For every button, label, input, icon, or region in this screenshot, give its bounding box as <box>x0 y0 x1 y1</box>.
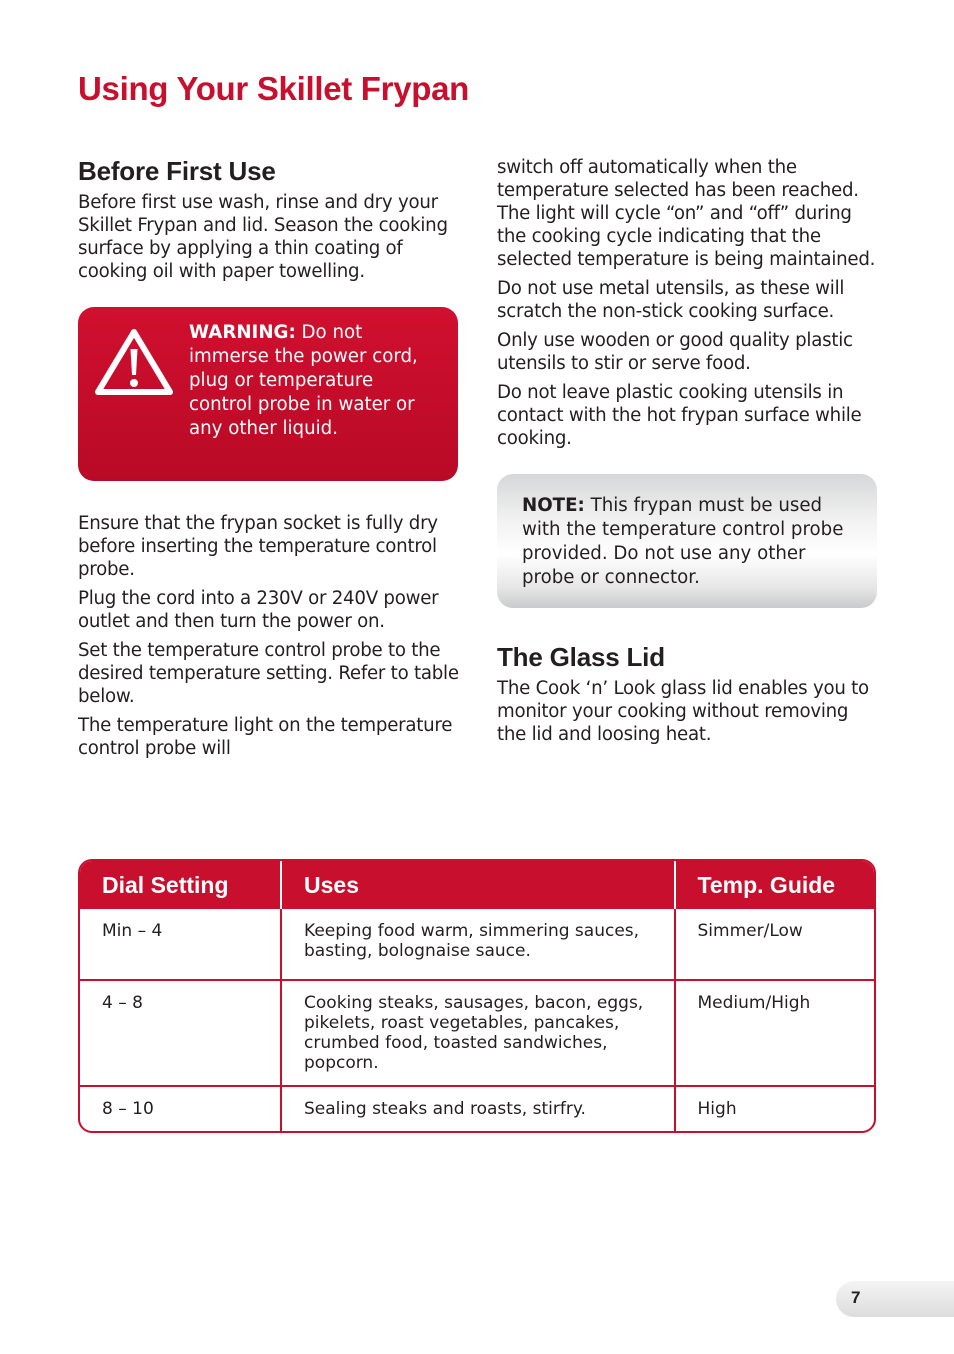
before-first-use-paragraph: Before first use wash, rinse and dry your Skillet Frypan and lid. Season the cooking surface by applying a thin coating of cooking oil with paper towelling. <box>78 192 448 282</box>
right-column <box>497 156 879 752</box>
instruction-paragraph: Plug the cord into a 230V or 240V power outlet and then turn the power on. <box>78 588 439 632</box>
table-row <box>80 909 874 979</box>
page-title: Using Your Skillet Frypan <box>78 70 470 107</box>
warning-box <box>78 307 458 481</box>
page-number: 7 <box>851 1288 861 1307</box>
warning-label: WARNING: <box>189 322 296 343</box>
warning-body: Do not immerse the power cord, plug or temperature control probe in water or any other liquid. <box>189 322 418 439</box>
instruction-paragraph: Do not use metal utensils, as these will scratch the non-stick cooking surface. <box>497 278 845 322</box>
table-row <box>80 979 874 1085</box>
instruction-paragraph: The temperature light on the temperature control probe will <box>78 715 453 759</box>
note-box <box>497 474 877 608</box>
note-body: This frypan must be used with the temperature control probe provided. Do not use any other probe or connector. <box>522 495 844 588</box>
page-number-tab <box>836 1281 954 1317</box>
instruction-paragraph: switch off automatically when the temperature selected has been reached. The light will cycle “on” and “off” during the cooking cycle indicating that the selected temperature is being maintained. <box>497 157 876 270</box>
note-text <box>522 494 862 590</box>
glass-lid-heading: The Glass Lid <box>497 642 665 672</box>
table-cell-temp: High <box>674 1085 874 1131</box>
warning-triangle-icon <box>94 327 174 397</box>
setup-instructions <box>78 512 460 760</box>
instruction-paragraph: Set the temperature control probe to the desired temperature setting. Refer to table below. <box>78 640 459 707</box>
table-header-temp-guide: Temp. Guide <box>674 861 874 909</box>
table-cell-temp: Simmer/Low <box>674 909 874 979</box>
instruction-paragraph: Do not leave plastic cooking utensils in contact with the hot frypan surface while cooking. <box>497 382 862 449</box>
table-cell-uses: Cooking steaks, sausages, bacon, eggs, pikelets, roast vegetables, pancakes, crumbed food, toasted sandwiches, popcorn. <box>280 979 674 1085</box>
glass-lid-section <box>497 642 879 746</box>
table-cell-uses: Keeping food warm, simmering sauces, basting, bolognaise sauce. <box>280 909 674 979</box>
glass-lid-paragraph: The Cook ‘n’ Look glass lid enables you to monitor your cooking without removing the lid and loosing heat. <box>497 678 869 745</box>
dial-setting-table <box>78 859 876 1133</box>
table-header-row <box>80 861 874 909</box>
instruction-paragraph: Only use wooden or good quality plastic utensils to stir or serve food. <box>497 330 853 374</box>
warning-text <box>189 321 429 441</box>
table-cell-dial: 8 – 10 <box>80 1085 280 1131</box>
table-header-dial-setting: Dial Setting <box>80 861 280 909</box>
table-cell-temp: Medium/High <box>674 979 874 1085</box>
table-cell-dial: 4 – 8 <box>80 979 280 1085</box>
left-column <box>78 156 460 766</box>
table-cell-uses: Sealing steaks and roasts, stirfry. <box>280 1085 674 1131</box>
before-first-use-heading: Before First Use <box>78 156 276 186</box>
instruction-paragraph: Ensure that the frypan socket is fully dry before inserting the temperature control probe. <box>78 513 438 580</box>
note-label: NOTE: <box>522 495 585 516</box>
table-header-uses: Uses <box>280 861 674 909</box>
table-row <box>80 1085 874 1131</box>
table-cell-dial: Min – 4 <box>102 921 163 941</box>
